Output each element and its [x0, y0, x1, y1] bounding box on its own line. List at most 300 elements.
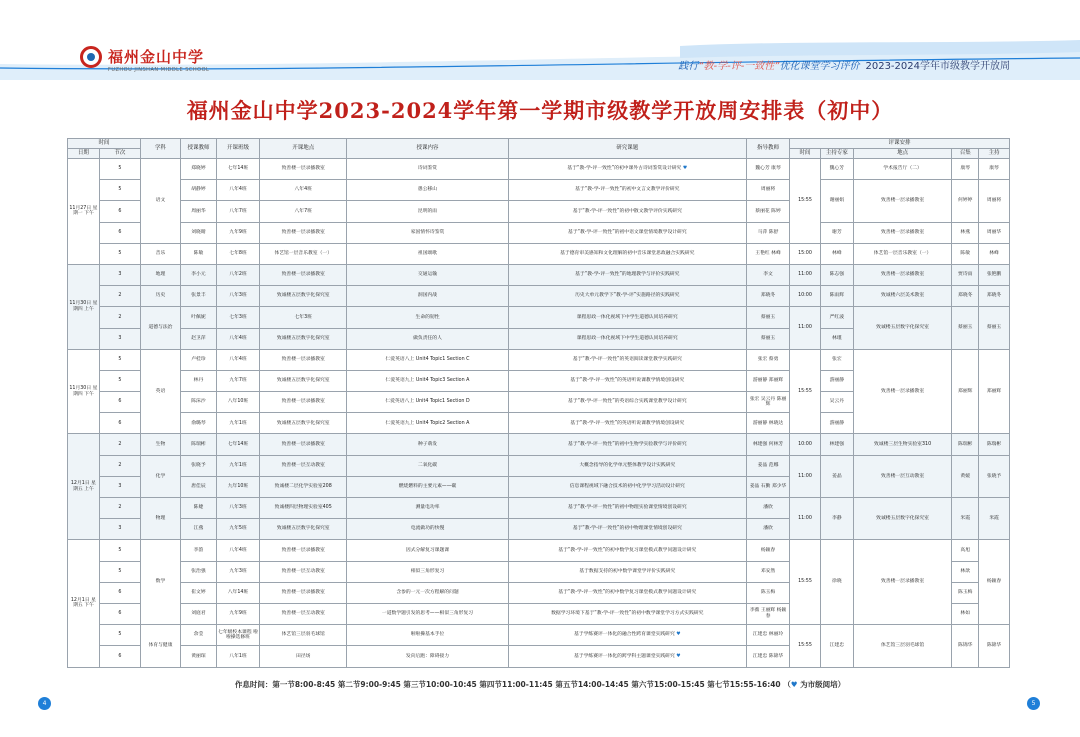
topic-text: 历史大单元教学下“教-学-评”实施路径的实践研究: [575, 293, 680, 299]
location-text: 体艺馆一层音乐教室（一）: [274, 251, 332, 257]
period-text: 3: [118, 335, 122, 341]
mentor-text: 蔡丽玉: [760, 335, 776, 341]
cell-class: [216, 646, 259, 667]
rloc-text: 致善楼一层录播教室: [880, 579, 925, 585]
cell-teacher: [180, 180, 216, 201]
rtime-text: 11:00: [798, 325, 812, 331]
topic-text: 基于学练赛评一体化的跨学科主题课堂实践研究: [574, 653, 675, 659]
chair-text: 陈锦华: [986, 643, 1002, 649]
content-text: 一道数学题引发的思考——相似三角形复习: [381, 611, 474, 617]
host-text: 魏心芳: [829, 166, 845, 172]
class-text: 七年14班: [227, 166, 249, 172]
cell-rtime: [790, 540, 821, 625]
topic-text: 信息课程视域下融合技术的初中化学学习活动设计研究: [569, 484, 685, 490]
cell-location: [260, 476, 347, 497]
cell-topic: [508, 540, 746, 561]
cell-topic: [508, 222, 746, 243]
mentor-text: 陈玉梅: [760, 590, 776, 596]
cell-location: [260, 159, 347, 180]
class-text: 八年10班: [227, 399, 249, 405]
footer-schedule: 作息时间：第一节8:00-8:45 第二节9:00-9:45 第三节10:00-10:45 第四节11:00-11:45 第五节14:00-14:45 第六节15:00-15:45 第七节15:55-16:40: [234, 680, 781, 689]
cell-content: [347, 180, 508, 201]
mentor-text: 潘欣: [763, 526, 773, 532]
cell-chair: [979, 349, 1010, 434]
table-row: [68, 455, 1010, 476]
rloc-text: 致诚楼五层数字化探究室: [876, 515, 929, 521]
teacher-text: 刘庭君: [191, 611, 206, 617]
class-text: 九年1班: [229, 420, 247, 426]
teacher-text: 林丹: [193, 378, 204, 384]
location-text: 致善楼一层录播教室: [281, 399, 325, 405]
cell-subject: [140, 159, 180, 244]
date-cell: 11月30日 星期四 上午: [68, 264, 100, 349]
cell-topic: [508, 201, 746, 222]
col-review-time: 时间: [790, 149, 821, 159]
cell-class: [216, 413, 259, 434]
location-text: 致善楼一层互动教室: [281, 462, 325, 468]
date-cell: 12月1日 星期五 上午: [68, 434, 100, 540]
cell-host: [820, 455, 853, 497]
cell-location: [260, 180, 347, 201]
footer-note: 为市级阅培: [800, 680, 838, 689]
mentor-text: 周丽将: [760, 187, 776, 193]
table-row: [68, 159, 1010, 180]
mentor-text: 邓安然: [760, 568, 776, 574]
cell-topic: [508, 582, 746, 603]
cell-content: [347, 561, 508, 582]
cell-teacher: [180, 476, 216, 497]
location-text: 致善楼一层录播教室: [281, 356, 325, 362]
attend-text: 郑丽辉: [958, 388, 973, 394]
cell-class: [216, 476, 259, 497]
topic-text: 基于“教-学-评一致性”的英语综合实践课堂教学设计研究: [567, 399, 687, 405]
rtime-text: 15:55: [798, 388, 812, 394]
topic-text: 基于“教-学-评一致性”的英语听说课教学情境创设研究: [570, 420, 685, 426]
cell-attend: [952, 180, 979, 222]
cell-rtime: [790, 243, 821, 264]
cell-content: [347, 328, 508, 349]
cell-mentor: [746, 286, 789, 307]
cell-period: [99, 413, 140, 434]
cell-attend: [952, 455, 979, 497]
topic-text: 基于“教-学-评一致性”的初中语文课堂情境教学设计研究: [567, 229, 687, 235]
subject-text: 道德与法治: [148, 325, 173, 331]
cell-content: [347, 349, 508, 370]
cell-chair: [979, 180, 1010, 222]
cell-topic: [508, 264, 746, 285]
date-cell: 11月27日 星期一 下午: [68, 159, 100, 265]
cell-teacher: [180, 286, 216, 307]
topic-text: 基于“教-学-评一致性”的英语阅读课堂教学实践研究: [572, 356, 682, 362]
location-text: 致诚楼二层化学实验室208: [274, 484, 332, 490]
host-text: 谢芳: [832, 229, 842, 235]
cell-content: [347, 370, 508, 391]
chair-text: 陈瑞彬: [986, 441, 1002, 447]
cell-teacher: [180, 519, 216, 540]
class-text: 九年9班: [229, 611, 247, 617]
mentor-text: 杨颖春: [760, 547, 776, 553]
cell-topic: [508, 243, 746, 264]
table-row: [68, 180, 1010, 201]
cell-subject: [140, 434, 180, 455]
cell-mentor: [746, 201, 789, 222]
cell-period: [99, 625, 140, 646]
cell-mentor: [746, 243, 789, 264]
cell-teacher: [180, 159, 216, 180]
cell-content: [347, 286, 508, 307]
attend-text: 陈锦华: [958, 643, 973, 649]
topic-text: 基于学练赛评一体化的融合性跨育课堂实践研究: [574, 632, 675, 638]
location-text: 致善楼一层录播教室: [281, 441, 325, 447]
period-text: 2: [118, 293, 122, 299]
cell-topic: [508, 519, 746, 540]
rloc-text: 致诚楼三层生物实验室310: [874, 441, 932, 447]
cell-chair: [979, 243, 1010, 264]
teacher-text: 卢桂珍: [191, 356, 206, 362]
teacher-text: 赵卫萍: [191, 335, 206, 341]
content-text: 测量电功率: [415, 505, 440, 511]
subject-text: 历史: [155, 293, 166, 299]
page-number-left: 4: [38, 697, 51, 710]
slogan-b: “教-学-评-一致性”: [698, 61, 780, 72]
cell-mentor: [746, 328, 789, 349]
cell-subject: [140, 625, 180, 667]
table-row: [68, 625, 1010, 646]
chair-text: 郑丽辉: [986, 388, 1002, 394]
period-text: 3: [118, 272, 122, 278]
teacher-text: 刘晓睛: [191, 229, 206, 235]
class-text: 九年1班: [229, 462, 247, 468]
cell-topic: [508, 307, 746, 328]
cell-teacher: [180, 603, 216, 624]
date-cell: 11月30日 星期四 下午: [68, 349, 100, 434]
period-text: 5: [118, 166, 122, 172]
teacher-text: 张景丰: [191, 293, 206, 299]
teacher-text: 俞璐琴: [191, 420, 206, 426]
teacher-text: 崔文婷: [191, 590, 206, 596]
location-text: 体艺馆三层羽毛球馆: [281, 632, 325, 638]
teacher-text: 唐佳辰: [191, 484, 206, 490]
host-text: 林峰: [832, 251, 842, 257]
heart-icon: ♥: [674, 653, 681, 659]
subject-text: 英语: [155, 388, 166, 394]
rtime-text: 15:55: [798, 643, 812, 649]
cell-teacher: [180, 349, 216, 370]
cell-teacher: [180, 625, 216, 646]
cell-class: [216, 222, 259, 243]
cell-location: [260, 370, 347, 391]
cell-chair: [979, 540, 1010, 625]
heart-icon: ♥: [790, 680, 798, 689]
topic-text: 基于“教-学-评一致性”的初中数学复习课堂模式教学问题设计研究: [558, 590, 697, 596]
cell-attend: [952, 349, 979, 434]
cell-chair: [979, 455, 1010, 497]
footer: 作息时间：第一节8:00-8:45 第二节9:00-9:45 第三节10:00-10:45 第四节11:00-11:45 第五节14:00-14:45 第六节15:00-15:45 第七节15:55-16:40 （♥ 为市级阅培）: [234, 680, 846, 689]
class-text: 七年14班: [227, 441, 249, 447]
cell-rtime: [790, 307, 821, 349]
mentor-text: 王艳红 林峰: [755, 251, 781, 257]
cell-location: [260, 582, 347, 603]
cell-host: [820, 286, 853, 307]
mentor-text: 郑晓冬: [760, 293, 776, 299]
mentor-text: 江建忠 林丽玲: [752, 632, 784, 638]
cell-mentor: [746, 476, 789, 497]
cell-location: [260, 540, 347, 561]
attend-text: 陈敏: [960, 251, 971, 257]
cell-host: [820, 243, 853, 264]
cell-teacher: [180, 561, 216, 582]
cell-period: [99, 349, 140, 370]
cell-mentor: [746, 159, 789, 180]
attend-text: 林歆: [960, 568, 971, 574]
topic-text: 基于“教-学-评一致性”的初中物理课堂情境创设研究: [572, 526, 682, 532]
period-text: 6: [118, 590, 122, 596]
cell-rloc: [853, 434, 952, 455]
cell-teacher: [180, 434, 216, 455]
cell-rloc: [853, 243, 952, 264]
cell-host: [820, 180, 853, 222]
cell-class: [216, 498, 259, 519]
cell-chair: [979, 286, 1010, 307]
rloc-text: 致善楼一层互动教室: [880, 473, 925, 479]
cell-period: [99, 201, 140, 222]
class-text: 八年3班: [229, 293, 247, 299]
class-text: 九年10班: [227, 484, 249, 490]
mentor-text: 潘欣: [763, 505, 773, 511]
cell-location: [260, 243, 347, 264]
cell-content: [347, 646, 508, 667]
school-name: 福州金山中学: [108, 48, 205, 66]
class-text: 九年3班: [229, 568, 247, 574]
teacher-text: 郑晓婷: [191, 166, 206, 172]
cell-mentor: [746, 519, 789, 540]
cell-period: [99, 307, 140, 328]
cell-mentor: [746, 222, 789, 243]
cell-topic: [508, 498, 746, 519]
cell-period: [99, 561, 140, 582]
cell-rtime: [790, 286, 821, 307]
attend-text: 何婷婷: [958, 198, 973, 204]
col-teacher: 授课教师: [180, 139, 216, 159]
cell-class: [216, 582, 259, 603]
cell-period: [99, 370, 140, 391]
col-topic: 研究课题: [508, 139, 746, 159]
cell-content: [347, 540, 508, 561]
table-row: [68, 349, 1010, 370]
class-text: 八年4班: [229, 547, 247, 553]
mentor-text: 蔡丽玉: [760, 314, 776, 320]
cell-attend: [952, 625, 979, 667]
table-row: [68, 286, 1010, 307]
content-text: 仁爱英语九上 Unit4 Topic2 Section A: [385, 420, 470, 426]
attend-text: 贾诗雨: [958, 272, 973, 278]
host-text: 林建强: [829, 441, 845, 447]
chair-text: 张艳鹏: [986, 272, 1002, 278]
cell-mentor: [746, 349, 789, 370]
topic-text: 基于“教-学-评一致性”的地理教学与评价实践研究: [575, 272, 680, 278]
cell-teacher: [180, 455, 216, 476]
period-text: 5: [118, 251, 122, 257]
content-text: 家国情怀诗鉴赏: [410, 229, 445, 235]
class-text: 七年8班: [229, 251, 247, 257]
content-text: 种子萌发: [417, 441, 438, 447]
content-text: 仁爱英语八上 Unit4 Topic1 Section C: [385, 356, 470, 362]
teacher-text: 陈婕: [193, 505, 204, 511]
attend-text: 陈玉梅: [958, 590, 973, 596]
content-text: 因式分解复习课题课: [405, 547, 450, 553]
topic-text: 基于“教-学-评一致性”的初中数学复习课堂模式教学问题设计研究: [558, 547, 697, 553]
cell-period: [99, 264, 140, 285]
cell-teacher: [180, 307, 216, 328]
content-text: 交通运输: [417, 272, 438, 278]
cell-host: [820, 264, 853, 285]
host-text: 林瑾: [832, 335, 842, 341]
cell-teacher: [180, 222, 216, 243]
cell-host: [820, 328, 853, 349]
subject-text: 化学: [155, 473, 166, 479]
cell-location: [260, 392, 347, 413]
cell-chair: [979, 498, 1010, 540]
slogan-d: 2023-2024学年市级教学开放周: [865, 61, 1010, 72]
cell-teacher: [180, 264, 216, 285]
mentor-text: 李文: [763, 272, 773, 278]
cell-attend: [952, 243, 979, 264]
cell-rloc: [853, 349, 952, 434]
class-text: 九年7班: [229, 378, 247, 384]
rtime-text: 11:00: [798, 272, 812, 278]
period-text: 5: [118, 378, 122, 384]
cell-teacher: [180, 646, 216, 667]
cell-host: [820, 222, 853, 243]
cell-content: [347, 455, 508, 476]
cell-location: [260, 222, 347, 243]
cell-rloc: [853, 222, 952, 243]
teacher-text: 周丽华: [191, 208, 206, 214]
host-text: 游丽静: [829, 378, 845, 384]
cell-host: [820, 370, 853, 391]
class-text: 八年7班: [229, 208, 247, 214]
date-cell: 12月1日 星期五 下午: [68, 540, 100, 667]
cell-topic: [508, 180, 746, 201]
cell-period: [99, 222, 140, 243]
col-mentor: 指导教师: [746, 139, 789, 159]
period-text: 6: [118, 420, 122, 426]
location-text: 致善楼一层录播教室: [281, 272, 325, 278]
cell-location: [260, 455, 347, 476]
topic-text: 数据学习环境下基于“教-学-评一致性”的初中数学课堂学习方式实践研究: [551, 611, 704, 617]
host-text: 徐晓: [832, 579, 842, 585]
cell-rloc: [853, 540, 952, 625]
location-text: 致诚楼五层数字化探究室: [276, 293, 330, 299]
cell-location: [260, 264, 347, 285]
cell-location: [260, 498, 347, 519]
period-text: 2: [118, 505, 122, 511]
col-date: 日期: [68, 149, 100, 159]
attend-text: 林如: [960, 611, 971, 617]
table-row: [68, 243, 1010, 264]
location-text: 致善楼一层录播教室: [281, 547, 325, 553]
chair-text: 周丽将: [986, 198, 1002, 204]
cell-class: [216, 328, 259, 349]
cell-chair: [979, 264, 1010, 285]
host-text: 谢丽娟: [829, 198, 845, 204]
col-content: 授课内容: [347, 139, 508, 159]
cell-period: [99, 286, 140, 307]
cell-topic: [508, 455, 746, 476]
host-text: 吴云丹: [829, 399, 845, 405]
cell-class: [216, 392, 259, 413]
teacher-text: 黄丽琛: [191, 653, 206, 659]
subject-text: 地理: [155, 272, 166, 278]
period-text: 2: [118, 441, 122, 447]
content-text: 仁爱英语八上 Unit4 Topic1 Section D: [385, 399, 470, 405]
cell-content: [347, 392, 508, 413]
rloc-text: 致善楼一层录播教室: [880, 198, 925, 204]
content-text: 诗词鉴赏: [417, 166, 438, 172]
rtime-text: 11:00: [798, 473, 812, 479]
cell-class: [216, 201, 259, 222]
cell-content: [347, 498, 508, 519]
cell-attend: [952, 561, 979, 582]
teacher-text: 李小元: [191, 272, 206, 278]
cell-location: [260, 286, 347, 307]
cell-attend: [952, 603, 979, 624]
teacher-text: 张治强: [191, 568, 206, 574]
slogan-a: 践行: [678, 61, 699, 72]
mentor-text: 林建强 何林芳: [752, 441, 784, 447]
col-review: 评课安排: [790, 139, 1010, 149]
cell-class: [216, 349, 259, 370]
rloc-text: 致善楼一层录播教室: [880, 388, 925, 394]
cell-location: [260, 434, 347, 455]
cell-rtime: [790, 434, 821, 455]
cell-chair: [979, 307, 1010, 349]
cell-host: [820, 540, 853, 625]
period-text: 2: [118, 314, 122, 320]
cell-host: [820, 498, 853, 540]
topic-text: 基于“教-学-评一致性”的初中生物学实验教学与评价研究: [567, 441, 687, 447]
cell-class: [216, 286, 259, 307]
cell-rloc: [853, 455, 952, 497]
cell-host: [820, 392, 853, 413]
school-emblem-icon: [80, 46, 102, 68]
topic-text: 基于“教-学-评一致性”的英语听说课教学情境创设研究: [570, 378, 685, 384]
content-text: 燃烧燃料的主要元素——碳: [398, 484, 457, 490]
location-text: 致善楼一层录播教室: [281, 229, 325, 235]
rtime-text: 10:00: [798, 293, 812, 299]
subject-text: 生物: [155, 441, 166, 447]
location-text: 八年4班: [294, 187, 312, 193]
period-text: 5: [118, 547, 122, 553]
cell-host: [820, 413, 853, 434]
mentor-text: 游丽静 林晓达: [752, 420, 784, 426]
cell-rloc: [853, 264, 952, 285]
cell-class: [216, 519, 259, 540]
content-text: 昆明的雨: [417, 208, 438, 214]
cell-subject: [140, 455, 180, 497]
content-text: 发向后跑：障碍接力: [405, 653, 450, 659]
col-location: 开课地点: [260, 139, 347, 159]
cell-teacher: [180, 582, 216, 603]
teacher-text: 叶佩妮: [191, 314, 206, 320]
period-text: 3: [118, 484, 122, 490]
cell-content: [347, 413, 508, 434]
cell-attend: [952, 582, 979, 603]
period-text: 6: [118, 653, 122, 659]
content-text: 电流做功的快慢: [410, 526, 445, 532]
cell-teacher: [180, 201, 216, 222]
cell-topic: [508, 434, 746, 455]
